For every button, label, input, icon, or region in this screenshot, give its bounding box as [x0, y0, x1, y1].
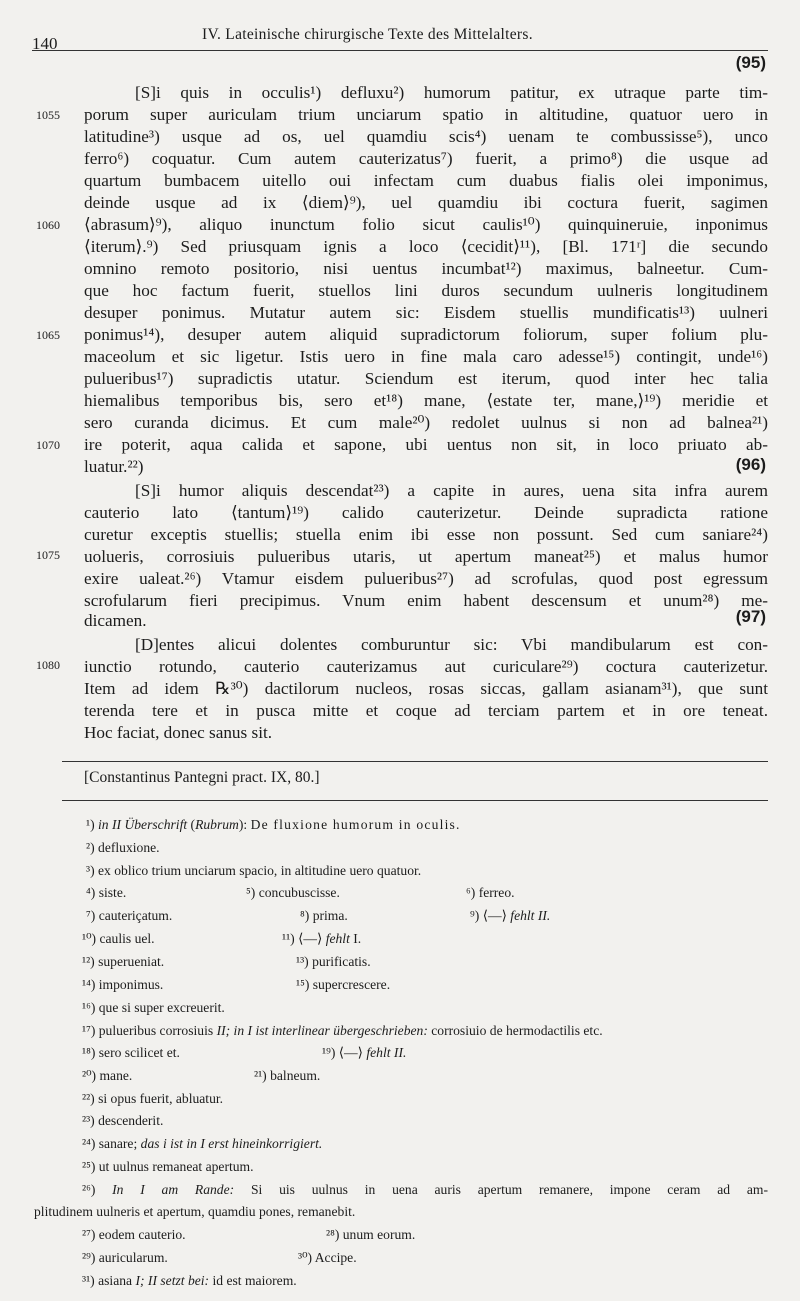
- body-line: que hoc factum fuerit, stuellos lini duros secundum uulneris longitudinem: [84, 281, 768, 300]
- footnote-mark: ⁴): [86, 885, 96, 900]
- footnote-mark: ¹³): [296, 954, 309, 969]
- body-line: iunctio rotundo, cauterio cauterizamus aut curiculare²⁹) coctura cauterizetur.: [84, 657, 768, 676]
- body-line: [S]i quis in occulis¹) defluxu²) humorum patitur, ex utraque parte tim-: [135, 83, 768, 102]
- footnote-text: supercrescere.: [312, 977, 391, 992]
- body-line: dicamen.: [84, 611, 147, 630]
- footnote-mark: ⁶): [466, 885, 476, 900]
- footnote-6: [466, 883, 515, 903]
- footnote-mark: ¹⁰): [82, 931, 97, 946]
- body-line: latitudine³) usque ad os, uel quamdiu scis⁴) uenam te combussisse⁵), unco: [84, 127, 768, 146]
- body-line: pulueribus¹⁷) supradictis utatur. Sciendum est iterum, quod inter hec talia: [84, 369, 768, 388]
- footnote-mark: ¹): [86, 817, 95, 832]
- footnote-text: ut uulnus remaneat apertum.: [98, 1159, 254, 1174]
- footnote-23: [82, 1111, 163, 1131]
- footnote-25: [82, 1157, 254, 1177]
- footnote-text: descenderit.: [98, 1113, 164, 1128]
- footnote-2: [86, 838, 160, 858]
- footnote-text: auricularum.: [98, 1250, 168, 1265]
- footnote-22: [82, 1089, 223, 1109]
- footnote-mark: ²⁴): [82, 1136, 96, 1151]
- footnote-text: superueniat.: [98, 954, 165, 969]
- footnote-5: [246, 883, 340, 903]
- footnote-mark: ³⁰): [298, 1250, 313, 1265]
- footnote-italic: In I am Rande:: [112, 1182, 235, 1197]
- footnote-text: purificatis.: [312, 954, 371, 969]
- line-number-1070: 1070: [36, 438, 60, 452]
- footnote-26-continuation: plitudinem uulneris et apertum, quamdiu pones, remanebit.: [34, 1204, 356, 1219]
- footnote-text: cauteriçatum.: [98, 908, 173, 923]
- body-line: maceolum et sic ligetur. Istis uero in fine mala caro adesse¹⁵) contingit, unde¹⁶): [84, 347, 768, 366]
- footnote-italic: in II Überschrift: [98, 817, 188, 832]
- line-number-1075: 1075: [36, 548, 60, 562]
- footnote-mark: ²²): [82, 1091, 95, 1106]
- body-line: Hoc faciat, donec sanus sit.: [84, 723, 273, 742]
- footnote-text: ferreo.: [478, 885, 515, 900]
- body-line: desuper ponimus. Mutatur autem sic: Eisdem stuellis mundificatis¹³) uulneri: [84, 303, 768, 322]
- header-rule: [32, 50, 768, 51]
- body-line: ⟨iterum⟩.⁹) Sed priusquam ignis a loco ⟨cecidit⟩¹¹), [Bl. 171ʳ] die secundo: [84, 237, 768, 256]
- body-line: scrofularum fieri precipimus. Vnum enim habent descensum et unum²⁸) me-: [84, 591, 768, 610]
- footnote-16: [82, 998, 225, 1018]
- footnote-mark: ¹²): [82, 954, 95, 969]
- line-number-1060: 1060: [36, 218, 60, 232]
- footnote-mark: ¹⁷): [82, 1023, 96, 1038]
- footnote-mark: ¹¹): [282, 931, 295, 946]
- line-number-1080: 1080: [36, 658, 60, 672]
- footnote-mark: ²⁷): [82, 1227, 96, 1242]
- source-rule-bottom: [62, 800, 768, 801]
- footnote-10: [82, 929, 155, 949]
- footnote-mark: ²⁹): [82, 1250, 96, 1265]
- source-rule-top: [62, 761, 768, 762]
- body-line: ⟨abrasum⟩⁹), aliquo inunctum folio sicut caulis¹⁰) quinquineruie, inponimus: [84, 215, 768, 234]
- page-header: [32, 26, 768, 53]
- footnote-text: Si uis uulnus in uena auris apertum remanere, impone ceram ad am-: [250, 1182, 768, 1197]
- footnote-mark: ²⁵): [82, 1159, 96, 1174]
- footnote-27: [82, 1225, 186, 1245]
- footnote-text: mane.: [99, 1068, 133, 1083]
- footnote-text: siste.: [98, 885, 127, 900]
- body-line: [D]entes alicui dolentes comburuntur sic: Vbi mandibularum est con-: [135, 635, 768, 654]
- body-line: curetur exceptis stuellis; stuella enim ibi esse non possunt. Sed cum saniare²⁴): [84, 525, 768, 544]
- body-line: ire poterit, aqua calida et sapone, ubi uentus non sit, in loco priuato ab-: [84, 435, 768, 454]
- footnote-mark: ²⁸): [326, 1227, 340, 1242]
- footnote-text: Accipe.: [314, 1250, 357, 1265]
- body-line: [S]i humor aliquis descendat²³) a capite in aures, uena sita infra aurem: [135, 481, 768, 500]
- footnote-mark: ¹⁶): [82, 1000, 96, 1015]
- footnote-mark: ²¹): [254, 1068, 267, 1083]
- footnote-31: [82, 1271, 297, 1291]
- body-line: uolueris, corrosiuis pulueribus utaris, ut apertum maneat²⁵) et malus humor: [84, 547, 768, 566]
- footnote-italic: das i ist in I erst hineinkorrigiert.: [140, 1136, 323, 1151]
- body-line: terenda tere et in pusca mitte et coque ad terciam partem et in ore teneat.: [84, 701, 768, 720]
- footnote-20: [82, 1066, 132, 1086]
- footnote-text: De fluxione humorum in oculis.: [250, 817, 461, 832]
- footnote-15: [296, 975, 390, 995]
- footnote-11: [282, 929, 361, 949]
- footnote-text: prima.: [312, 908, 348, 923]
- footnote-text: caulis uel.: [99, 931, 155, 946]
- body-line: omnino remoto positorio, nisi uentus incumbat¹²) maximus, balneetur. Cum-: [84, 259, 768, 278]
- footnote-text: pulueribus corrosiuis: [98, 1023, 214, 1038]
- body-line: Item ad idem ℞³⁰) dactilorum nucleos, rosas siccas, gallam asianam³¹), que sunt: [84, 679, 768, 698]
- footnote-text: sanare;: [98, 1136, 138, 1151]
- footnote-mark: ¹⁴): [82, 977, 96, 992]
- body-line: hiemalibus temporibus bis, sero et¹⁸) mane, ⟨estate ter, mane,⟩¹⁹) meridie et: [84, 391, 768, 410]
- footnote-mark: ⁸): [300, 908, 310, 923]
- body-line: quartum bumbacem uitello oui infectam cum duabus fialis olei imponimus,: [84, 171, 768, 190]
- footnote-17: [82, 1021, 603, 1041]
- footnote-text: eodem cauterio.: [98, 1227, 186, 1242]
- line-number-1055: 1055: [36, 108, 60, 122]
- footnote-mark: ¹⁹): [322, 1045, 336, 1060]
- footnote-mark: ²³): [82, 1113, 95, 1128]
- footnote-21: [254, 1066, 320, 1086]
- footnote-text: (: [187, 817, 196, 832]
- footnote-4: [86, 883, 126, 903]
- body-line: ponimus¹⁴), desuper autem aliquid supradictorum foliorum, super folium plu-: [84, 325, 768, 344]
- footnote-mark: ⁹): [470, 908, 480, 923]
- footnote-text: imponimus.: [98, 977, 164, 992]
- footnote-29: [82, 1248, 168, 1268]
- footnote-text: balneum.: [270, 1068, 321, 1083]
- footnote-19: [322, 1043, 406, 1063]
- footnote-1: [86, 815, 461, 835]
- section-number-97: (97): [735, 607, 766, 626]
- footnote-text: sero scilicet et.: [98, 1045, 180, 1060]
- section-number-95: (95): [735, 53, 766, 72]
- footnote-30: [298, 1248, 357, 1268]
- footnote-text: si opus fuerit, abluatur.: [98, 1091, 224, 1106]
- footnote-text: unum eorum.: [342, 1227, 416, 1242]
- footnote-mark: ²): [86, 840, 95, 855]
- footnote-italic: fehlt II.: [366, 1045, 407, 1060]
- section-number-96: (96): [735, 455, 766, 474]
- footnote-text: ⟨—⟩: [338, 1045, 363, 1060]
- footnote-mark: ³¹): [82, 1273, 95, 1288]
- footnote-text: concubuscisse.: [258, 885, 340, 900]
- footnote-mark: ³): [86, 863, 95, 878]
- body-line: cauterio lato ⟨tantum⟩¹⁹) calido cauterizetur. Deinde supradicta ratione: [84, 503, 768, 522]
- footnote-mark: ⁷): [86, 908, 96, 923]
- footnote-text: que si super excreuerit.: [98, 1000, 225, 1015]
- footnote-mark: ²⁶): [82, 1182, 96, 1197]
- footnote-text: id est maiorem.: [212, 1273, 297, 1288]
- footnote-text: ex oblico trium unciarum spacio, in altitudine uero quatuor.: [98, 863, 422, 878]
- footnote-italic: fehlt II.: [510, 908, 551, 923]
- footnote-text: I.: [353, 931, 362, 946]
- body-line: exire ualeat.²⁶) Vtamur eisdem pulueribus²⁷) ad scrofulas, quod post egressum: [84, 569, 768, 588]
- footnote-24: [82, 1134, 322, 1154]
- footnote-3: [86, 861, 421, 881]
- footnote-28: [326, 1225, 415, 1245]
- footnote-italic: I; II setzt bei:: [135, 1273, 210, 1288]
- footnote-8: [300, 906, 348, 926]
- footnote-mark: ¹⁵): [296, 977, 310, 992]
- footnote-14: [82, 975, 163, 995]
- body-line: sero curanda dicimus. Et cum male²⁰) redolet uulnus si non ad balnea²¹): [84, 413, 768, 432]
- body-line: porum super auriculam trium unciarum spatio in altitudine, quatuor uero in: [84, 105, 768, 124]
- footnote-26: [82, 1180, 768, 1200]
- footnote-text: ⟨—⟩: [482, 908, 507, 923]
- footnote-9: [470, 906, 550, 926]
- footnote-mark: ⁵): [246, 885, 256, 900]
- footnote-italic: II; in I ist interlinear übergeschrieben:: [216, 1023, 428, 1038]
- page-number: 140: [32, 34, 58, 53]
- footnote-12: [82, 952, 164, 972]
- footnote-13: [296, 952, 371, 972]
- footnote-18: [82, 1043, 180, 1063]
- footnote-text: asiana: [98, 1273, 133, 1288]
- footnote-italic: fehlt: [325, 931, 350, 946]
- body-line: deinde usque ad ix ⟨diem⟩⁹), uel quamdiu ibi coctura fuerit, sagimen: [84, 193, 768, 212]
- footnote-text: defluxione.: [98, 840, 160, 855]
- footnote-mark: ²⁰): [82, 1068, 97, 1083]
- line-number-1065: 1065: [36, 328, 60, 342]
- source-reference: [Constantinus Pantegni pract. IX, 80.]: [84, 769, 320, 786]
- footnote-mark: ¹⁸): [82, 1045, 96, 1060]
- footnote-text: corrosiuio de hermodactilis etc.: [431, 1023, 603, 1038]
- footnote-italic: Rubrum: [195, 817, 239, 832]
- body-line: luatur.²²): [84, 457, 144, 476]
- footnote-7: [86, 906, 172, 926]
- footnote-text: ):: [238, 817, 251, 832]
- body-line: ferro⁶) coquatur. Cum autem cauterizatus⁷) fuerit, a primo⁸) die usque ad: [84, 149, 768, 168]
- running-head: IV. Lateinische chirurgische Texte des Mittelalters.: [202, 26, 533, 43]
- footnote-text: ⟨—⟩: [298, 931, 323, 946]
